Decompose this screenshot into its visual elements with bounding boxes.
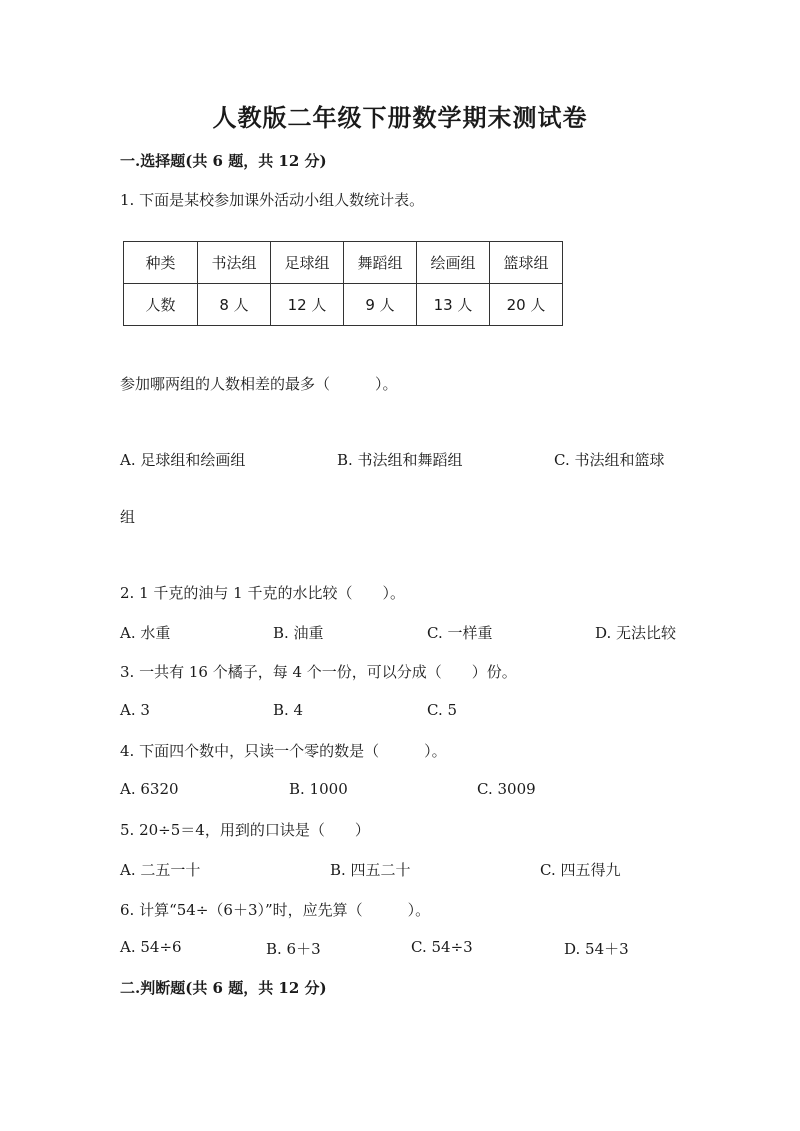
question-6-option-b: B. 6＋3 (266, 940, 321, 958)
page-title: 人教版二年级下册数学期末测试卷 (212, 103, 588, 132)
table-cell: 8 人 (198, 284, 271, 326)
question-2-text: 2. 1 千克的油与 1 千克的水比较（ ）。 (120, 584, 405, 602)
question-1-option-c: C. 书法组和篮球 (554, 451, 665, 469)
section-heading-judgment: 二.判断题(共 6 题，共 12 分) (120, 979, 327, 997)
question-6-option-a: A. 54÷6 (120, 938, 182, 956)
question-5-option-c: C. 四五得九 (540, 861, 621, 879)
question-2-option-c: C. 一样重 (427, 624, 493, 642)
table-cell: 舞蹈组 (344, 242, 417, 284)
question-6-option-c: C. 54÷3 (411, 938, 473, 956)
question-3-text: 3. 一共有 16 个橘子，每 4 个一份，可以分成（ ）份。 (120, 663, 517, 681)
question-1-option-b: B. 书法组和舞蹈组 (337, 451, 463, 469)
table-cell: 足球组 (271, 242, 344, 284)
table-row (124, 284, 563, 326)
question-4-option-c: C. 3009 (477, 780, 536, 798)
question-2-option-b: B. 油重 (273, 624, 324, 642)
question-2-option-a: A. 水重 (120, 624, 171, 642)
question-1-option-c-wrap: 组 (120, 508, 136, 526)
question-5-option-b: B. 四五二十 (330, 861, 411, 879)
table-row (124, 242, 563, 284)
table-cell: 绘画组 (417, 242, 490, 284)
table-cell: 9 人 (344, 284, 417, 326)
question-1-prompt: 参加哪两组的人数相差的最多（ ）。 (120, 375, 398, 393)
question-4-text: 4. 下面四个数中，只读一个零的数是（ ）。 (120, 742, 447, 760)
question-6-option-d: D. 54＋3 (564, 940, 629, 958)
table-cell: 书法组 (198, 242, 271, 284)
table-cell: 种类 (124, 242, 198, 284)
question-3-option-a: A. 3 (120, 701, 150, 719)
table-cell: 20 人 (490, 284, 563, 326)
question-4-option-b: B. 1000 (289, 780, 348, 798)
question-3-option-b: B. 4 (273, 701, 304, 719)
question-2-option-d: D. 无法比较 (595, 624, 677, 642)
question-5-text: 5. 20÷5＝4，用到的口诀是（ ） (120, 821, 370, 839)
question-1-text: 1. 下面是某校参加课外活动小组人数统计表。 (120, 191, 425, 209)
question-5-option-a: A. 二五一十 (120, 861, 201, 879)
table-cell: 12 人 (271, 284, 344, 326)
question-4-option-a: A. 6320 (120, 780, 179, 798)
question-1-option-a: A. 足球组和绘画组 (120, 451, 246, 469)
table-cell: 人数 (124, 284, 198, 326)
section-heading-choice: 一.选择题(共 6 题，共 12 分) (120, 152, 327, 170)
activity-stats-table (123, 241, 563, 326)
table-cell: 篮球组 (490, 242, 563, 284)
question-6-text: 6. 计算“54÷（6＋3）”时，应先算（ ）。 (120, 901, 431, 919)
table-cell: 13 人 (417, 284, 490, 326)
question-3-option-c: C. 5 (427, 701, 458, 719)
